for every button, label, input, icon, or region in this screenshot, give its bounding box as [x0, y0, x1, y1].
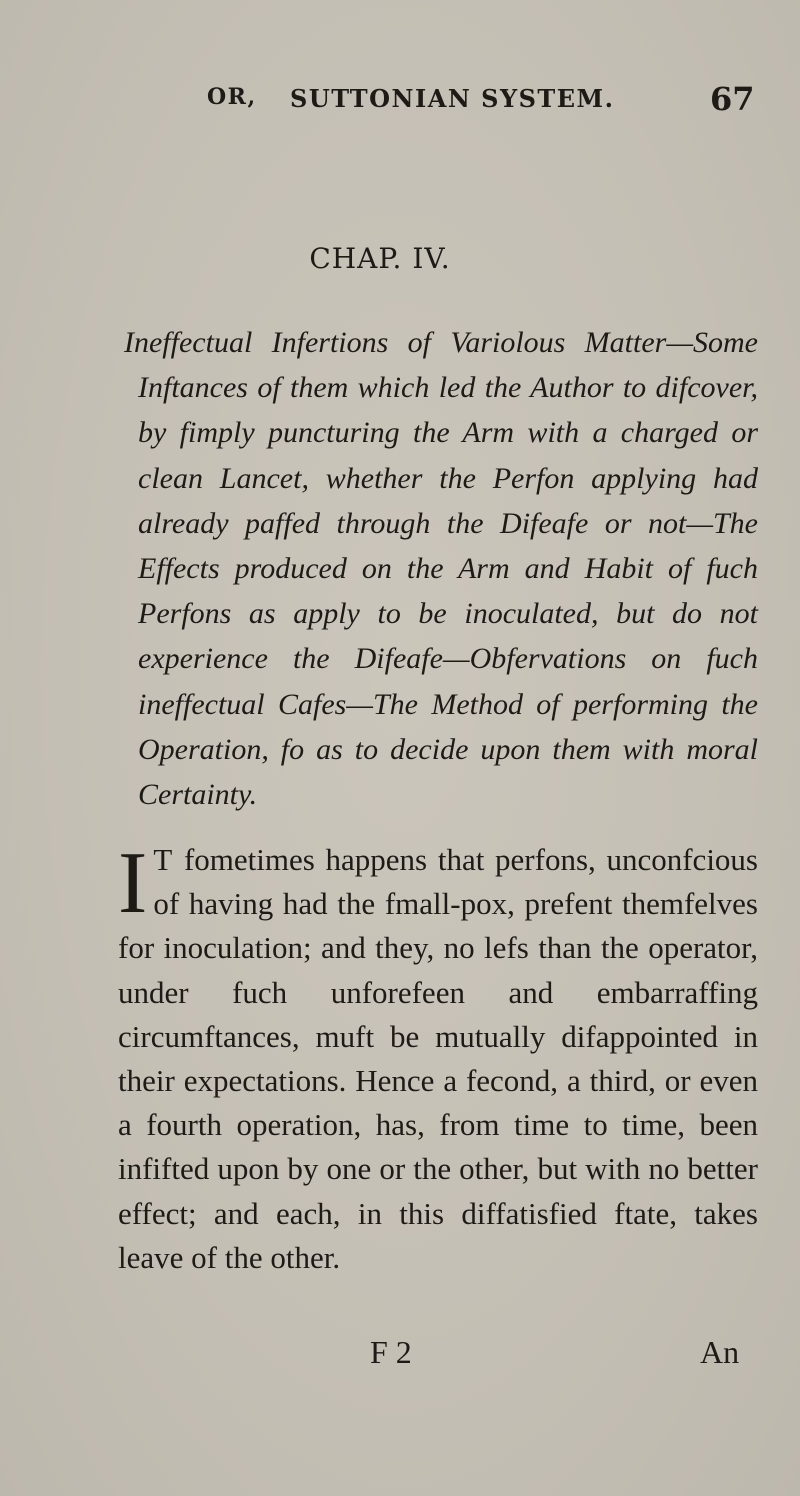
- page-number: 67: [710, 80, 755, 118]
- body-paragraph: [118, 835, 758, 1280]
- drop-cap: I: [118, 835, 148, 932]
- running-head: [207, 84, 615, 113]
- chapter-heading: [0, 242, 700, 275]
- body-paragraph-text: [118, 835, 758, 1280]
- signature-mark: F 2: [370, 1334, 412, 1370]
- chapter-title: CHAP. IV.: [309, 242, 451, 275]
- body-text: fometimes happens that perfons, unconfcious of having had the fmall-pox, prefent themfelves for inoculation; and they, no lefs than the operator, under fuch unforefeen and embarraffing circumftances, muft be mutually difappointed in their expectations. Hence a fecond, a third, or even a fourth operation, has, from time to time, been infifted upon by one or the other, but with no better effect; and each, in this diffatisfied ftate, takes leave of the other.: [118, 842, 758, 1275]
- chapter-summary: [124, 320, 758, 817]
- running-head-lead: OR,: [207, 84, 257, 110]
- first-word: T: [153, 842, 174, 877]
- catchword: An: [700, 1334, 740, 1370]
- summary-text: Ineffectual Infertions of Variolous Matter—Some Inftances of them which led the Author to difcover, by fimply puncturing the Arm with a charged or clean Lancet, whether the Perfon applying had already paffed through the Difeafe or not—The Effects produced on the Arm and Habit of fuch Perfons as apply to be inoculated, but do not experience the Difeafe—Obfervations on fuch ineffectual Cafes—The Method of performing the Operation, fo as to decide upon them with moral Certainty.: [124, 326, 758, 812]
- running-head-title: SUTTONIAN SYSTEM.: [290, 84, 615, 113]
